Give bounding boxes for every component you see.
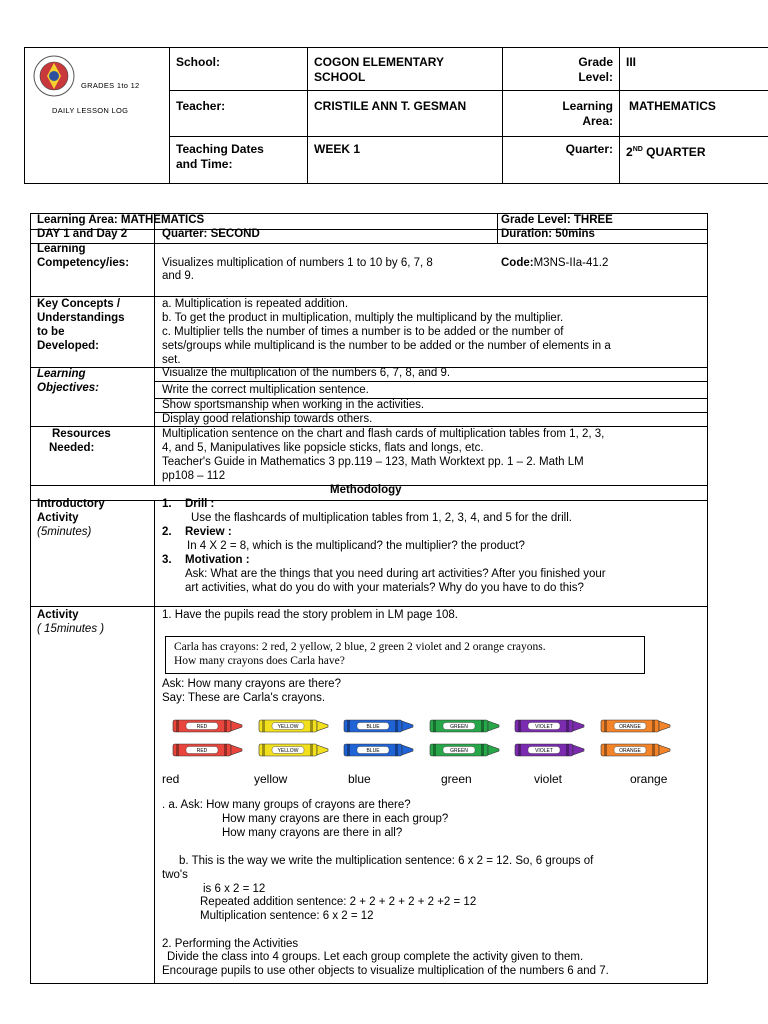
objective-item: Display good relationship towards others. bbox=[162, 413, 373, 425]
green-crayon-tag: GREEN bbox=[449, 748, 468, 755]
performing-activities-line1: Divide the class into 4 groups. Let each group complete the activity given to them. bbox=[167, 951, 584, 963]
area-value: MATHEMATICS bbox=[629, 99, 716, 113]
violet-crayon-icon bbox=[514, 742, 586, 758]
competency-label-line2: Competency/ies: bbox=[37, 257, 130, 269]
question-c: How many crayons are there in all? bbox=[222, 827, 403, 839]
divider bbox=[31, 296, 707, 297]
green-crayon-tag: GREEN bbox=[449, 724, 468, 731]
divider bbox=[169, 48, 170, 183]
b-text-line2: two's bbox=[162, 869, 188, 881]
review-title: Review : bbox=[185, 526, 232, 538]
divider bbox=[307, 48, 308, 183]
grade-level-heading: Grade Level: THREE bbox=[501, 214, 613, 226]
yellow-crayon-tag: YELLOW bbox=[277, 724, 298, 731]
b-text-line3: is 6 x 2 = 12 bbox=[203, 883, 266, 895]
resource-line: pp108 – 112 bbox=[162, 470, 226, 482]
crayon-color-label: blue bbox=[348, 772, 371, 786]
drill-text: Use the flashcards of multiplication tables from 1, 2, 3, 4, and 5 for the drill. bbox=[191, 512, 572, 524]
orange-crayon-tag: ORANGE bbox=[618, 748, 641, 755]
divider bbox=[169, 90, 768, 91]
resources-label-line2: Needed: bbox=[49, 442, 95, 454]
story-problem-box bbox=[165, 636, 645, 674]
ask-text: Ask: How many crayons are there? bbox=[162, 678, 341, 690]
competency-text-line1: Visualizes multiplication of numbers 1 to 10 by 6, 7, 8 bbox=[162, 257, 433, 269]
blue-crayon-icon bbox=[343, 718, 415, 734]
drill-number: 1. bbox=[162, 498, 172, 510]
divider bbox=[31, 229, 707, 230]
teacher-value: CRISTILE ANN T. GESMAN bbox=[314, 99, 467, 113]
green-crayon-icon bbox=[429, 718, 501, 734]
dates-value: WEEK 1 bbox=[314, 142, 361, 156]
objectives-label-line2: Objectives: bbox=[37, 382, 99, 394]
concepts-label-line1: Key Concepts / bbox=[37, 298, 121, 310]
divider bbox=[619, 48, 620, 183]
area-label-line2: Area: bbox=[582, 114, 613, 128]
dates-label-line2: and Time: bbox=[176, 157, 233, 171]
grade-label-line2: Level: bbox=[578, 70, 613, 84]
resource-line: Multiplication sentence on the chart and flash cards of multiplication tables from 1, 2, 3, bbox=[162, 428, 605, 440]
divider bbox=[154, 381, 707, 382]
resource-line: Teacher's Guide in Mathematics 3 pp.119 – 123, Math Worktext pp. 1 – 2. Math LM bbox=[162, 456, 584, 468]
area-label-line1: Learning bbox=[562, 99, 613, 113]
motivation-number: 3. bbox=[162, 554, 172, 566]
blue-crayon-tag: BLUE bbox=[366, 724, 380, 731]
motivation-title: Motivation : bbox=[185, 554, 250, 566]
orange-crayon-tag: ORANGE bbox=[618, 724, 641, 731]
drill-title: Drill : bbox=[185, 498, 215, 510]
teacher-label: Teacher: bbox=[176, 99, 226, 113]
b-text-line1: b. This is the way we write the multiplication sentence: 6 x 2 = 12. So, 6 groups of bbox=[179, 855, 594, 867]
repeated-addition: Repeated addition sentence: 2 + 2 + 2 + 2 + 2 +2 = 12 bbox=[200, 896, 477, 908]
resource-line: 4, and 5, Manipulatives like popsicle sticks, flats and longs, etc. bbox=[162, 442, 484, 454]
blue-crayon-icon bbox=[343, 742, 415, 758]
story-line-1: Carla has crayons: 2 red, 2 yellow, 2 blue, 2 green 2 violet and 2 orange crayons. bbox=[174, 641, 546, 653]
motivation-text-line2: art activities, what do you do with your materials? Why do you have to do this? bbox=[185, 582, 584, 594]
intro-label-line2: Activity bbox=[37, 512, 79, 524]
school-value-line2: SCHOOL bbox=[314, 70, 366, 84]
red-crayon-tag: RED bbox=[196, 748, 208, 755]
methodology-heading: Methodology bbox=[330, 484, 402, 496]
code: Code:M3NS-IIa-41.2 bbox=[501, 257, 609, 269]
question-b: How many crayons are there in each group? bbox=[222, 813, 449, 825]
performing-activities-line2: Encourage pupils to use other objects to visualize multiplication of the numbers 6 and 7. bbox=[162, 965, 609, 977]
deped-seal-icon bbox=[33, 55, 75, 97]
objectives-label-line1: Learning bbox=[37, 368, 86, 380]
quarter-value: 2ND QUARTER bbox=[626, 145, 706, 159]
motivation-text-line1: Ask: What are the things that you need during art activities? After you finished your bbox=[185, 568, 606, 580]
school-label: School: bbox=[176, 55, 220, 69]
yellow-crayon-tag: YELLOW bbox=[277, 748, 298, 755]
intro-time: (5minutes) bbox=[37, 526, 92, 538]
day-heading: DAY 1 and Day 2 bbox=[37, 228, 128, 240]
crayon-color-label: red bbox=[162, 772, 180, 786]
divider bbox=[154, 214, 155, 485]
green-crayon-icon bbox=[429, 742, 501, 758]
question-a: . a. Ask: How many groups of crayons are there? bbox=[162, 799, 411, 811]
crayon-color-label: orange bbox=[630, 772, 668, 786]
school-value-line1: COGON ELEMENTARY bbox=[314, 55, 445, 69]
concept-line: b. To get the product in multiplication, multiply the multiplicand by the multiplier. bbox=[162, 312, 564, 324]
review-number: 2. bbox=[162, 526, 172, 538]
divider bbox=[31, 243, 707, 244]
concepts-label-line3: to be bbox=[37, 326, 65, 338]
duration-heading: Duration: 50mins bbox=[501, 228, 595, 240]
competency-label-line1: Learning bbox=[37, 243, 86, 255]
activity-time: ( 15minutes ) bbox=[37, 623, 105, 635]
multiplication-sentence: Multiplication sentence: 6 x 2 = 12 bbox=[200, 910, 374, 922]
learning-area-heading: Learning Area: MATHEMATICS bbox=[37, 214, 205, 226]
red-crayon-tag: RED bbox=[196, 724, 208, 731]
intro-label-line1: Introductory bbox=[37, 498, 105, 510]
objective-item: Show sportsmanship when working in the activities. bbox=[162, 399, 425, 411]
story-line-2: How many crayons does Carla have? bbox=[174, 655, 345, 667]
crayon-color-label: violet bbox=[534, 772, 563, 786]
resources-label-line1: Resources bbox=[52, 428, 111, 440]
orange-crayon-icon bbox=[600, 742, 672, 758]
crayon-color-label: green bbox=[441, 772, 472, 786]
daily-lesson-log-title: DAILY LESSON LOG bbox=[52, 106, 129, 115]
grade-label-line1: Grade bbox=[578, 55, 613, 69]
quarter-heading: Quarter: SECOND bbox=[162, 228, 260, 240]
orange-crayon-icon bbox=[600, 718, 672, 734]
concepts-label-line2: Understandings bbox=[37, 312, 125, 324]
concepts-label-line4: Developed: bbox=[37, 340, 99, 352]
concept-line: a. Multiplication is repeated addition. bbox=[162, 298, 349, 310]
grade-value: III bbox=[626, 55, 637, 69]
concept-line: set. bbox=[162, 354, 181, 366]
crayon-color-label: yellow bbox=[254, 772, 288, 786]
divider bbox=[31, 606, 707, 607]
violet-crayon-tag: VIOLET bbox=[535, 724, 553, 731]
objective-item: Visualize the multiplication of the numbers 6, 7, 8, and 9. bbox=[162, 367, 451, 379]
review-text: In 4 X 2 = 8, which is the multiplicand? the multiplier? the product? bbox=[187, 540, 525, 552]
red-crayon-icon bbox=[172, 742, 244, 758]
divider bbox=[31, 500, 707, 501]
activity-step-1: 1. Have the pupils read the story problem in LM page 108. bbox=[162, 609, 458, 621]
quarter-label: Quarter: bbox=[565, 142, 613, 156]
header-table bbox=[24, 47, 768, 184]
violet-crayon-tag: VIOLET bbox=[535, 748, 553, 755]
divider bbox=[502, 48, 503, 183]
concept-line: sets/groups while multiplicand is the number to be added or the number of elements in a bbox=[162, 340, 611, 352]
divider bbox=[169, 136, 768, 137]
divider bbox=[154, 500, 155, 983]
yellow-crayon-icon bbox=[258, 742, 330, 758]
say-text: Say: These are Carla's crayons. bbox=[162, 692, 326, 704]
grades-label: GRADES 1to 12 bbox=[81, 81, 140, 90]
violet-crayon-icon bbox=[514, 718, 586, 734]
objective-item: Write the correct multiplication sentence. bbox=[162, 384, 369, 396]
concept-line: c. Multiplier tells the number of times a number is to be added or the number of bbox=[162, 326, 564, 338]
blue-crayon-tag: BLUE bbox=[366, 748, 380, 755]
yellow-crayon-icon bbox=[258, 718, 330, 734]
dates-label-line1: Teaching Dates bbox=[176, 142, 264, 156]
competency-text-line2: and 9. bbox=[162, 270, 194, 282]
red-crayon-icon bbox=[172, 718, 244, 734]
activity-label: Activity bbox=[37, 609, 79, 621]
performing-activities-title: 2. Performing the Activities bbox=[162, 938, 299, 950]
